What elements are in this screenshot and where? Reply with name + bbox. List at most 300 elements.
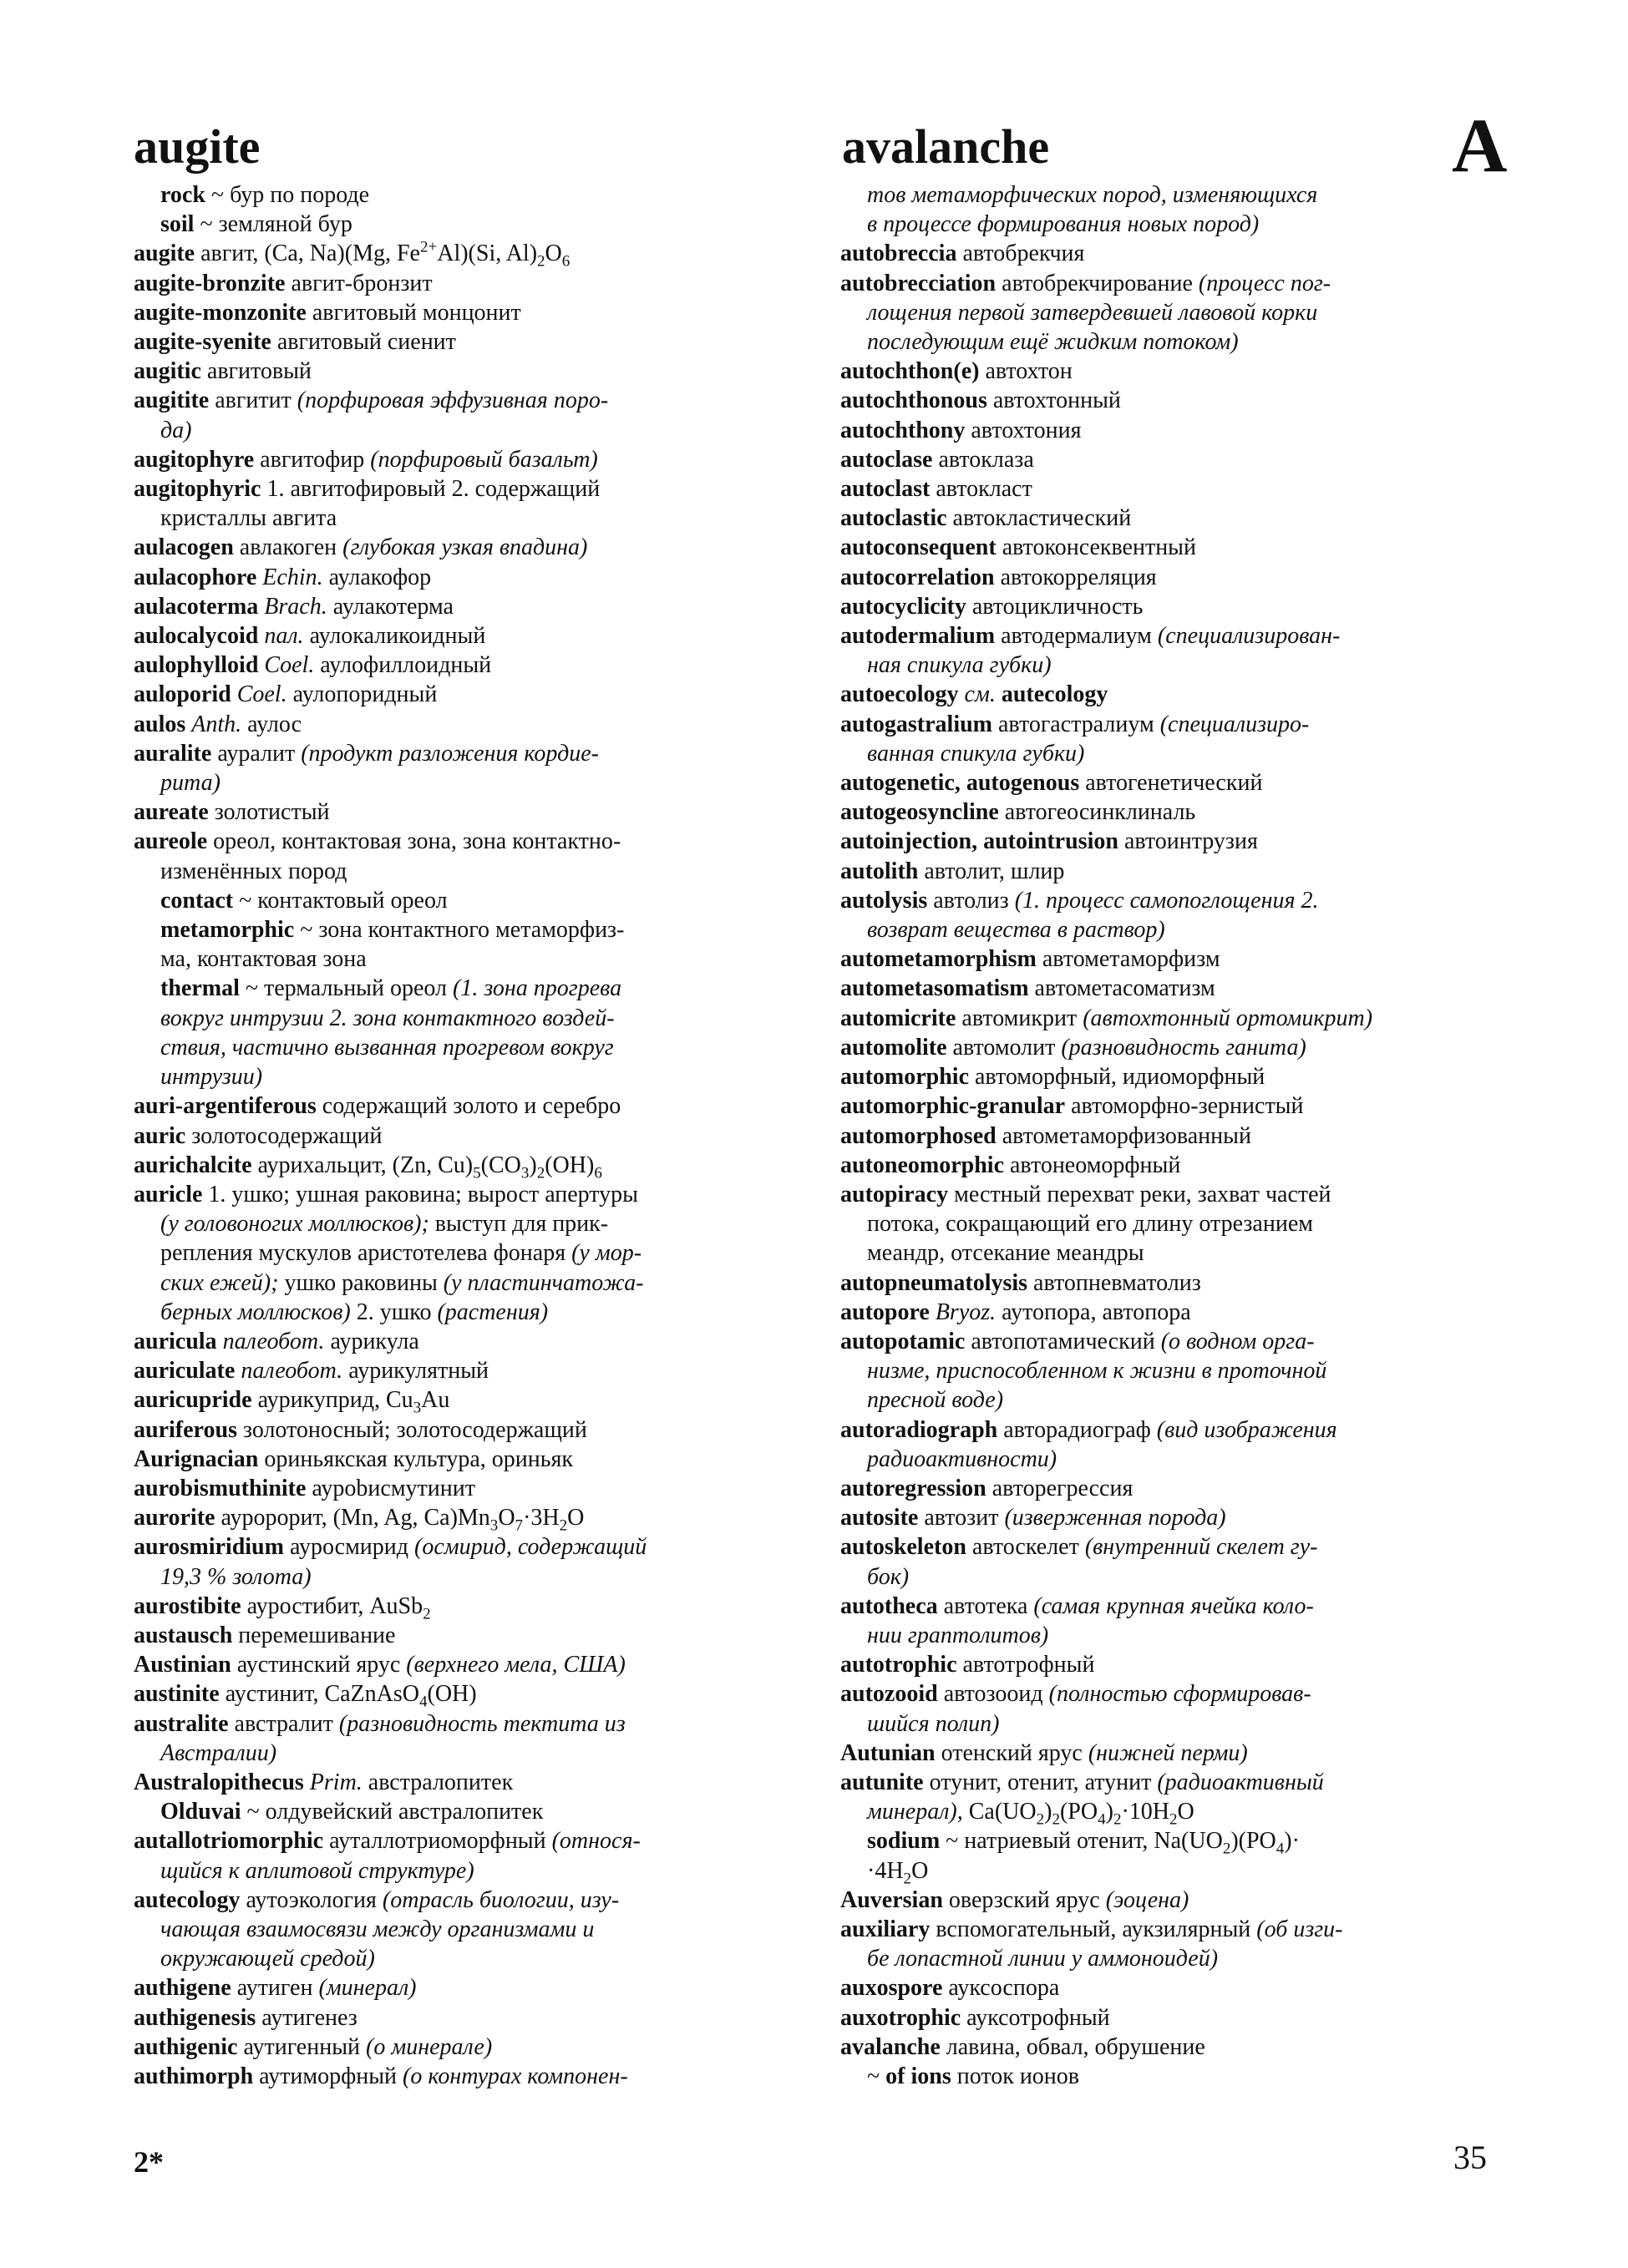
entry-text: 2 <box>1036 1810 1045 1827</box>
entry-text: отунит, отенит, атунит <box>923 1769 1158 1795</box>
gloss-italic: ствия, частично вызванная прогревом вокруг <box>160 1034 614 1061</box>
gloss-italic: в процессе формирования новых пород) <box>867 211 1260 238</box>
entry-text: автохтонный <box>986 387 1121 414</box>
entry-line <box>134 2062 799 2091</box>
headword: autoregression <box>840 1475 986 1501</box>
gloss-italic: палеобот. <box>241 1358 343 1385</box>
entry-text: ) <box>529 1152 537 1178</box>
entry-text: авлакоген <box>233 534 343 561</box>
entry-text: Al)(Si, Al) <box>437 240 538 267</box>
gloss-italic: возврат вещества в раствор) <box>867 917 1165 944</box>
entry-text: )(PO <box>1230 1828 1276 1855</box>
entry-line <box>134 298 799 327</box>
entry-line <box>840 944 1505 974</box>
entry-text: 4 <box>419 1693 428 1709</box>
entry-text: ориньякская культура, ориньяк <box>258 1445 573 1472</box>
entry-text: аутигенез <box>256 2004 358 2031</box>
headword: aurichalcite <box>134 1152 252 1178</box>
gloss-italic: бе лопастной линии у аммоноидей) <box>867 1946 1219 1972</box>
gloss-italic: (о водном орга- <box>1160 1328 1315 1354</box>
headword: autoecology <box>840 681 959 708</box>
gloss-italic: (порфировый базальт) <box>370 446 598 473</box>
headword: autopneumatolysis <box>840 1269 1028 1296</box>
entry-line <box>134 857 799 886</box>
headword: aulacoterma <box>134 593 259 620</box>
gloss-italic: ванная спикула губки) <box>867 740 1085 767</box>
entry-line <box>840 1151 1505 1180</box>
gloss-italic: 19,3 % золота) <box>160 1563 312 1590</box>
entry-text: автозооид <box>937 1681 1049 1708</box>
gloss-italic: Prim. <box>309 1769 363 1795</box>
entry-text: автохтония <box>965 417 1082 443</box>
entry-line <box>840 2062 1505 2091</box>
entry-text: ) <box>1044 1799 1052 1825</box>
entry-text: авторегрессия <box>986 1475 1134 1501</box>
entry-text: 2 <box>536 1164 545 1180</box>
entry-text: ~ земляной бур <box>194 211 352 238</box>
entry-line <box>134 1621 799 1650</box>
headword: autopore <box>840 1299 930 1325</box>
headword: automorphic <box>840 1064 969 1091</box>
entry-text <box>304 1769 310 1795</box>
headword: austausch <box>134 1622 233 1648</box>
gloss-italic: Coel. <box>264 652 315 679</box>
entry-line <box>134 1033 799 1062</box>
entry-line <box>134 710 799 739</box>
headword: autecology <box>1001 681 1108 708</box>
entry-text: 2 <box>1222 1840 1231 1856</box>
headword: augite-syenite <box>134 329 271 356</box>
gloss-italic: берных моллюсков) <box>160 1299 351 1325</box>
entry-line <box>840 1062 1505 1091</box>
entry-line <box>134 592 799 621</box>
gloss-italic: (об изги- <box>1256 1916 1343 1942</box>
entry-text: автонеоморфный <box>1004 1152 1181 1178</box>
entry-text: автоклаза <box>932 446 1034 473</box>
entry-text: оверзский ярус <box>942 1886 1106 1913</box>
entry-line <box>134 1679 799 1709</box>
entry-text: )· <box>1284 1828 1300 1855</box>
entry-text: ауростибит, AuSb <box>241 1592 423 1619</box>
headword: aurorite <box>134 1505 216 1531</box>
headword: aulacogen <box>134 534 234 561</box>
entry-line <box>134 1768 799 1797</box>
entry-line <box>134 1327 799 1356</box>
entry-line <box>134 180 799 210</box>
entry-text: O <box>567 1505 585 1531</box>
headword: autopotamic <box>840 1328 966 1354</box>
headword: autoconsequent <box>840 534 997 561</box>
entry-line <box>134 210 799 239</box>
entry-text: (CO <box>480 1152 521 1178</box>
entry-line <box>840 1209 1505 1238</box>
entry-text: ~ бур по породе <box>205 182 370 208</box>
entry-line <box>840 1503 1505 1532</box>
entry-line <box>840 1327 1505 1356</box>
entry-text: автоинтрузия <box>1118 828 1258 855</box>
entry-text <box>217 1329 223 1354</box>
entry-line <box>134 974 799 1003</box>
entry-text: ушко раковины <box>278 1269 444 1296</box>
headword: autobrecciation <box>840 270 997 296</box>
entry-line <box>840 768 1505 797</box>
entry-text: O <box>545 240 562 267</box>
entry-text: автоцикличность <box>966 593 1144 620</box>
headword: autoradiograph <box>840 1416 998 1443</box>
entry-text: ~ <box>867 2063 886 2089</box>
headword: autoclastic <box>840 505 947 532</box>
entry-line <box>840 2033 1505 2062</box>
entry-line <box>840 1445 1505 1474</box>
entry-line <box>134 1944 799 1973</box>
headword: auxospore <box>840 1975 943 2002</box>
entry-text: Ca(UO <box>962 1799 1037 1825</box>
headword: autogastralium <box>840 711 992 737</box>
headword: augitite <box>134 387 210 414</box>
entry-line <box>134 797 799 827</box>
headword: avalanche <box>840 2033 941 2060</box>
headword: aurostibite <box>134 1592 241 1619</box>
entry-text: отенский ярус <box>935 1739 1088 1766</box>
entry-text: выступ для прик- <box>429 1211 609 1238</box>
gloss-italic: окружающей средой) <box>160 1946 375 1972</box>
entry-line <box>134 1709 799 1739</box>
entry-line <box>840 180 1505 210</box>
gloss-italic: нии граптолитов) <box>867 1622 1049 1648</box>
entry-line <box>840 269 1505 298</box>
entry-line <box>840 797 1505 827</box>
headword: autoneomorphic <box>840 1152 1004 1178</box>
gloss-italic: Coel. <box>236 681 287 708</box>
headword: thermal <box>160 975 240 1002</box>
entry-text: 3 <box>520 1164 530 1180</box>
entry-text: автоскелет <box>966 1534 1085 1561</box>
gloss-italic: ских ежей); <box>160 1269 279 1296</box>
entry-text: 7 <box>515 1516 524 1533</box>
gloss-italic: (разновидность тектита из <box>338 1710 626 1737</box>
entry-line <box>134 944 799 974</box>
entry-line <box>134 504 799 533</box>
headword: augitophyric <box>134 476 261 503</box>
headword: autecology <box>134 1886 241 1913</box>
entry-line <box>840 1797 1505 1826</box>
gloss-italic: Echin. <box>262 564 323 590</box>
headword: augite-bronzite <box>134 270 286 296</box>
entry-text: ма, контактовая зона <box>160 946 367 973</box>
entry-line <box>840 210 1505 239</box>
entry-text: австралит <box>228 1710 339 1737</box>
headword: auloporid <box>134 681 231 708</box>
headword: authimorph <box>134 2063 254 2089</box>
entry-text: кристаллы авгита <box>160 505 337 532</box>
entry-text: аулос <box>241 711 302 737</box>
gloss-italic: радиоактивности) <box>867 1445 1057 1472</box>
headword: autolith <box>840 858 919 884</box>
headword: australite <box>134 1710 229 1737</box>
headword: autochthony <box>840 417 966 443</box>
entry-text: аутоэкология <box>240 1886 383 1913</box>
entry-line <box>840 886 1505 915</box>
entry-text: местный перехват реки, захват частей <box>948 1181 1331 1207</box>
entry-line <box>134 1385 799 1415</box>
headword: autobreccia <box>840 240 957 267</box>
entry-text: аутиген <box>231 1975 319 2002</box>
entry-line <box>840 974 1505 1003</box>
entry-line <box>840 1592 1505 1621</box>
headword: automolite <box>840 1034 947 1061</box>
entry-line <box>840 1856 1505 1886</box>
headword: Autunian <box>840 1739 936 1766</box>
entry-text: ауросмирид <box>283 1534 415 1561</box>
headword: auriferous <box>134 1416 237 1443</box>
entry-line <box>134 1151 799 1180</box>
gloss-italic: (1. зона прогрева <box>453 975 622 1002</box>
entry-line <box>134 651 799 680</box>
entry-line <box>134 416 799 445</box>
entry-line <box>840 504 1505 533</box>
gloss-italic: (минерал) <box>318 1975 417 2002</box>
entry-line <box>134 1415 799 1445</box>
gloss-italic: пал. <box>264 623 304 650</box>
gloss-italic: (1. процесс самопоглощения 2. <box>1014 887 1319 914</box>
entry-text: авгитовый монцонит <box>306 299 521 326</box>
headword: metamorphic <box>160 917 295 944</box>
entry-text: аустинит, CaZnAsO <box>219 1681 419 1708</box>
entry-text: O <box>1177 1799 1194 1825</box>
entry-line <box>840 1886 1505 1915</box>
entry-text: 4 <box>1098 1810 1106 1827</box>
entry-text: авгит, (Ca, Na)(Mg, Fe <box>195 240 420 267</box>
entry-text: ауророрит, (Mn, Ag, Ca)Mn <box>215 1505 490 1531</box>
headword: autoinjection, autointrusion <box>840 828 1118 855</box>
gloss-italic: низме, приспособленном к жизни в проточной <box>867 1358 1327 1385</box>
entry-text: ~ натриевый отенит, Na(UO <box>940 1828 1223 1855</box>
gloss-italic: (автохтонный ортомикрит) <box>1083 1005 1373 1031</box>
entry-line <box>840 1121 1505 1151</box>
headword: autunite <box>840 1769 924 1795</box>
entry-text: O <box>498 1505 515 1531</box>
entry-text: лавина, обвал, обрушение <box>940 2033 1205 2060</box>
guide-word-right: avalanche <box>842 119 1050 174</box>
entry-line <box>840 563 1505 592</box>
entry-text: авторадиограф <box>997 1416 1157 1443</box>
gloss-italic: Brach. <box>264 593 327 620</box>
entry-line <box>840 1650 1505 1679</box>
entry-text: золотистый <box>208 799 330 826</box>
entry-text: аулофиллоидный <box>314 652 492 679</box>
entry-text: ауксоспора <box>942 1975 1060 2002</box>
gloss-italic: (эоцена) <box>1105 1886 1189 1913</box>
entry-line <box>134 1856 799 1886</box>
entry-line <box>134 1268 799 1298</box>
entry-text: (OH) <box>427 1681 477 1708</box>
entry-line <box>134 2003 799 2033</box>
entry-line <box>134 1091 799 1121</box>
headword: auriculate <box>134 1358 236 1385</box>
entry-line <box>840 1268 1505 1298</box>
entry-line <box>134 1209 799 1238</box>
entry-text: авгит-бронзит <box>285 270 433 296</box>
entry-line <box>134 1503 799 1532</box>
entry-line <box>134 827 799 856</box>
entry-text: ·3H <box>523 1505 560 1531</box>
entry-text: автолиз <box>927 887 1015 914</box>
gloss-italic: вокруг интрузии 2. зона контактного воздей- <box>160 1005 615 1031</box>
entry-text: автолит, шлир <box>918 858 1065 884</box>
headword: austinite <box>134 1681 220 1708</box>
entry-line <box>134 1826 799 1855</box>
entry-line <box>134 1356 799 1385</box>
headword: autometamorphism <box>840 946 1037 973</box>
entry-line <box>840 915 1505 944</box>
entry-text: потока, сокращающий его длину отрезанием <box>867 1211 1313 1238</box>
headword: autoclast <box>840 476 931 503</box>
entry-text: изменённых пород <box>160 858 347 884</box>
entry-line <box>840 1180 1505 1209</box>
headword: automicrite <box>840 1005 956 1031</box>
entry-text: автокласт <box>930 476 1032 503</box>
headword: autopiracy <box>840 1181 949 1207</box>
headword: aurobismuthinite <box>134 1475 307 1501</box>
entry-text: авгитовый <box>200 358 312 385</box>
gloss-italic: (внутренний скелет гу- <box>1084 1534 1318 1561</box>
gloss-italic: лощения первой затвердевшей лавовой корки <box>867 299 1318 326</box>
entry-line <box>134 739 799 768</box>
entry-text: аурикула <box>324 1328 419 1354</box>
entry-text: 2 <box>903 1870 912 1886</box>
gloss-italic: да) <box>160 417 192 443</box>
entry-text: автокластический <box>946 505 1132 532</box>
headword: autolysis <box>840 887 928 914</box>
entry-line <box>134 563 799 592</box>
gloss-italic: минерал), <box>867 1799 963 1825</box>
headword: aulos <box>134 711 186 737</box>
headword: automorphosed <box>840 1122 997 1149</box>
gloss-italic: (разновидность ганита) <box>1061 1034 1306 1061</box>
guide-word-left: augite <box>134 119 261 174</box>
entry-line <box>134 1915 799 1944</box>
gloss-italic: (отрасль биологии, изу- <box>382 1886 620 1913</box>
entry-text: ауралит <box>211 740 302 767</box>
entry-text: автомикрит <box>956 1005 1083 1031</box>
entry-text: 6 <box>594 1164 602 1180</box>
entry-text: золотосодержащий <box>185 1122 383 1149</box>
entry-text: автогеосинклиналь <box>998 799 1196 826</box>
entry-line <box>840 1415 1505 1445</box>
gloss-italic: Anth. <box>191 711 242 737</box>
entry-line <box>134 1298 799 1327</box>
headword: augite <box>134 240 195 267</box>
entry-text: аустинский ярус <box>231 1652 407 1678</box>
entry-line <box>840 1474 1505 1503</box>
headword: authigenesis <box>134 2004 256 2031</box>
entry-text: автодермалиум <box>995 623 1158 650</box>
entry-text: аутиморфный <box>253 2063 403 2089</box>
entry-text: ауксотрофный <box>961 2004 1110 2031</box>
entry-line <box>134 2033 799 2062</box>
entry-line <box>134 1886 799 1915</box>
headword: autallotriomorphic <box>134 1828 324 1855</box>
entry-text: репления мускулов аристотелева фонаря <box>160 1240 572 1267</box>
entry-line <box>134 1532 799 1562</box>
gloss-italic: (изверженная порода) <box>1004 1505 1226 1531</box>
gloss-italic: (процесс пог- <box>1198 270 1331 296</box>
gloss-italic: бок) <box>867 1563 910 1590</box>
entry-text: вспомогательный, аукзилярный <box>930 1916 1257 1942</box>
headword: autoskeleton <box>840 1534 966 1561</box>
headword: aureole <box>134 828 208 855</box>
gloss-italic: (у мор- <box>571 1240 642 1267</box>
headword: auric <box>134 1122 186 1149</box>
entry-line <box>840 416 1505 445</box>
entry-line <box>134 1238 799 1268</box>
headword: autochthonous <box>840 387 987 414</box>
entry-line <box>134 768 799 797</box>
entry-line <box>134 445 799 474</box>
entry-text: 3 <box>413 1399 422 1415</box>
entry-text: 5 <box>473 1164 481 1180</box>
entry-line <box>840 386 1505 415</box>
headword: Olduvai <box>160 1799 241 1825</box>
entry-line <box>840 1709 1505 1739</box>
entry-line <box>840 298 1505 327</box>
entry-text: золотоносный; золотосодержащий <box>236 1416 587 1443</box>
entry-line <box>840 621 1505 651</box>
entry-line <box>840 1679 1505 1709</box>
entry-text: (PO <box>1059 1799 1098 1825</box>
headword: auri-argentiferous <box>134 1093 317 1120</box>
entry-text: автотека <box>937 1592 1034 1619</box>
entry-text <box>231 681 237 707</box>
entry-line <box>840 710 1505 739</box>
entry-text: автометасоматизм <box>1028 975 1215 1002</box>
headword: autocorrelation <box>840 564 995 590</box>
entry-line <box>840 1768 1505 1797</box>
entry-line <box>134 680 799 709</box>
entry-line <box>840 1298 1505 1327</box>
headword: augitophyre <box>134 446 255 473</box>
entry-text: авгитовый сиенит <box>271 329 456 356</box>
entry-line <box>134 621 799 651</box>
headword: sodium <box>867 1828 941 1855</box>
entry-text: автопневматолиз <box>1027 1269 1201 1296</box>
gloss-italic: шийся полип) <box>867 1710 1000 1737</box>
headword: automorphic-granular <box>840 1093 1066 1120</box>
entry-line <box>840 857 1505 886</box>
entry-line <box>840 327 1505 357</box>
entry-text: аурикулятный <box>342 1358 489 1385</box>
headword: Auversian <box>840 1886 943 1913</box>
entry-text: ·4H <box>867 1857 904 1884</box>
headword: auricupride <box>134 1387 252 1414</box>
headword: authigene <box>134 1975 231 2002</box>
entry-text: автокорреляция <box>994 564 1157 590</box>
headword: augite-monzonite <box>134 299 307 326</box>
gloss-italic: (относя- <box>551 1828 641 1855</box>
entry-line <box>134 1562 799 1592</box>
entry-line <box>134 239 799 268</box>
entry-text: аулакофор <box>322 564 432 590</box>
headword: autotheca <box>840 1592 938 1619</box>
gloss-italic: (растения) <box>437 1299 549 1325</box>
entry-line <box>840 239 1505 268</box>
headword: autozooid <box>840 1681 938 1708</box>
gloss-italic: чающая взаимосвязи между организмами и <box>160 1916 595 1942</box>
entry-text: ~ контактовый ореол <box>233 887 448 914</box>
headword: rock <box>160 182 205 208</box>
entry-line <box>134 533 799 562</box>
entry-line <box>840 1826 1505 1855</box>
